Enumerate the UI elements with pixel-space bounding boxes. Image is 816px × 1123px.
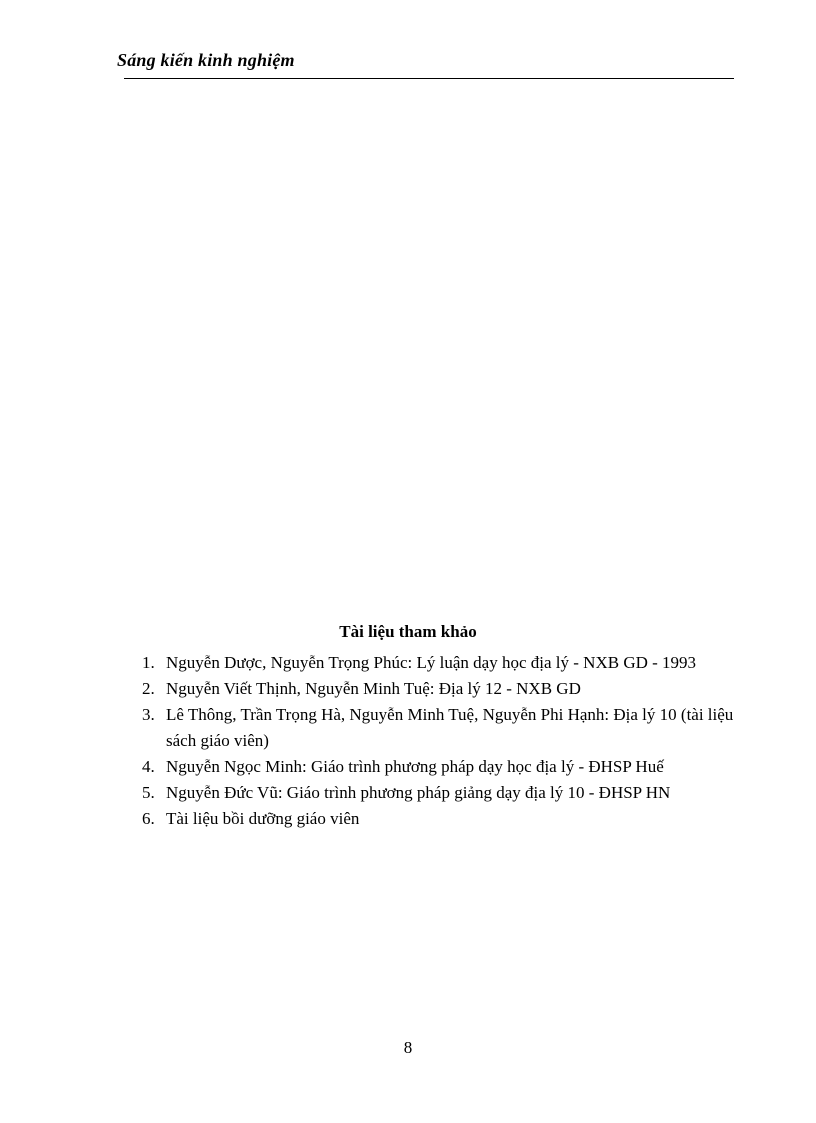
reference-number: 6. <box>142 809 155 828</box>
header-title: Sáng kiến kinh nghiệm <box>117 50 295 70</box>
reference-number: 1. <box>142 653 155 672</box>
page-number: 8 <box>403 1038 413 1057</box>
references-heading: Tài liệu tham khảo <box>339 622 477 641</box>
references-list <box>142 650 742 832</box>
reference-text: Nguyễn Dược, Nguyễn Trọng Phúc: Lý luận dạy học địa lý - NXB GD - 1993 <box>166 653 697 672</box>
reference-item <box>142 676 742 702</box>
reference-number: 4. <box>142 757 155 776</box>
reference-item <box>142 754 742 780</box>
reference-item <box>142 780 742 806</box>
reference-text: Nguyễn Viết Thịnh, Nguyễn Minh Tuệ: Địa lý 12 - NXB GD <box>166 679 581 698</box>
reference-item <box>142 702 742 754</box>
reference-item <box>142 650 742 676</box>
reference-text: Lê Thông, Trần Trọng Hà, Nguyễn Minh Tuệ, Nguyễn Phi Hạnh: Địa lý 10 (tài liệu sách giáo viên) <box>166 705 734 750</box>
reference-text: Nguyễn Ngọc Minh: Giáo trình phương pháp dạy học địa lý - ĐHSP Huế <box>166 757 664 776</box>
reference-number: 3. <box>142 705 155 724</box>
reference-item <box>142 806 742 832</box>
header-divider <box>124 78 734 79</box>
reference-number: 5. <box>142 783 155 802</box>
reference-text: Tài liệu bồi dưỡng giáo viên <box>166 809 360 828</box>
reference-number: 2. <box>142 679 155 698</box>
reference-text: Nguyễn Đức Vũ: Giáo trình phương pháp giảng dạy địa lý 10 - ĐHSP HN <box>166 783 671 802</box>
